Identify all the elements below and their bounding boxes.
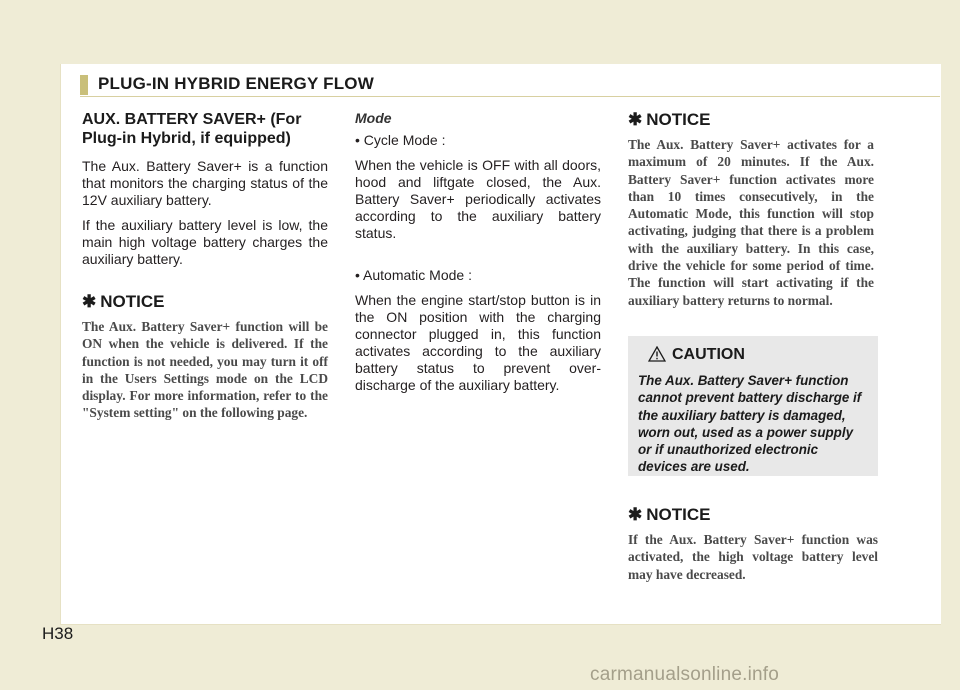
watermark-text: carmanualsonline.info [590, 664, 780, 685]
notice-star-icon: ✱ [82, 292, 97, 311]
column-3 [628, 110, 874, 309]
intro-paragraph: The Aux. Battery Saver+ is a function that monitors the charging status of the 12V auxiliary battery. [82, 158, 328, 208]
mode-subheading: Mode [355, 110, 392, 126]
page-number: H38 [42, 624, 74, 643]
notice-heading [82, 292, 328, 312]
notice-heading-label: NOTICE [646, 505, 711, 524]
notice-heading [628, 505, 878, 525]
notice-text: If the Aux. Battery Saver+ function was activated, the high voltage battery level may have decreased. [628, 532, 878, 582]
caution-heading-label: CAUTION [672, 346, 745, 363]
notice-block-2 [628, 505, 878, 583]
cycle-mode-label: • Cycle Mode : [355, 132, 446, 148]
caution-box [628, 336, 878, 476]
automatic-mode-text: When the engine start/stop button is in the ON position with the charging connector plugged in, this function activates according to the auxiliary battery status to prevent over-discharge of the auxiliary battery. [355, 292, 601, 393]
notice-heading-label: NOTICE [646, 110, 711, 129]
section-header-title: PLUG-IN HYBRID ENERGY FLOW [98, 74, 374, 93]
notice-star-icon: ✱ [628, 110, 643, 129]
notice-text: The Aux. Battery Saver+ function will be ON when the vehicle is delivered. If the function is not needed, you may turn it off in the Users Settings mode on the LCD display. For more information, refer to the "System setting" on the following page. [82, 319, 328, 421]
cycle-mode-text: When the vehicle is OFF with all doors, hood and liftgate closed, the Aux. Battery Saver+ periodically activates according to the auxiliary battery status. [355, 157, 601, 241]
charging-paragraph: If the auxiliary battery level is low, the main high voltage battery charges the auxiliary battery. [82, 217, 328, 267]
header-tab-marker [80, 75, 88, 95]
caution-heading [648, 346, 745, 364]
notice-heading [628, 110, 874, 130]
notice-text: The Aux. Battery Saver+ activates for a maximum of 20 minutes. If the Aux. Battery Saver+ function activates more than 10 times consecutively, in the Automatic Mode, this function will stop activating, judging that there is a problem with the auxiliary battery. In this case, drive the vehicle for some period of time. The function will start activating if the auxiliary battery returns to normal. [628, 137, 874, 308]
column-2 [355, 110, 601, 402]
column-1 [82, 110, 328, 422]
notice-star-icon: ✱ [628, 505, 643, 524]
caution-text: The Aux. Battery Saver+ function cannot prevent battery discharge if the auxiliary battery is damaged, worn out, used as a power supply or if unauthorized electronic devices are used. [638, 373, 862, 475]
automatic-mode-label: • Automatic Mode : [355, 267, 472, 283]
notice-heading-label: NOTICE [100, 292, 165, 311]
header-rule [80, 96, 940, 97]
section-heading: AUX. BATTERY SAVER+ (For Plug-in Hybrid, if equipped) [82, 111, 302, 147]
warning-triangle-icon [648, 346, 666, 362]
